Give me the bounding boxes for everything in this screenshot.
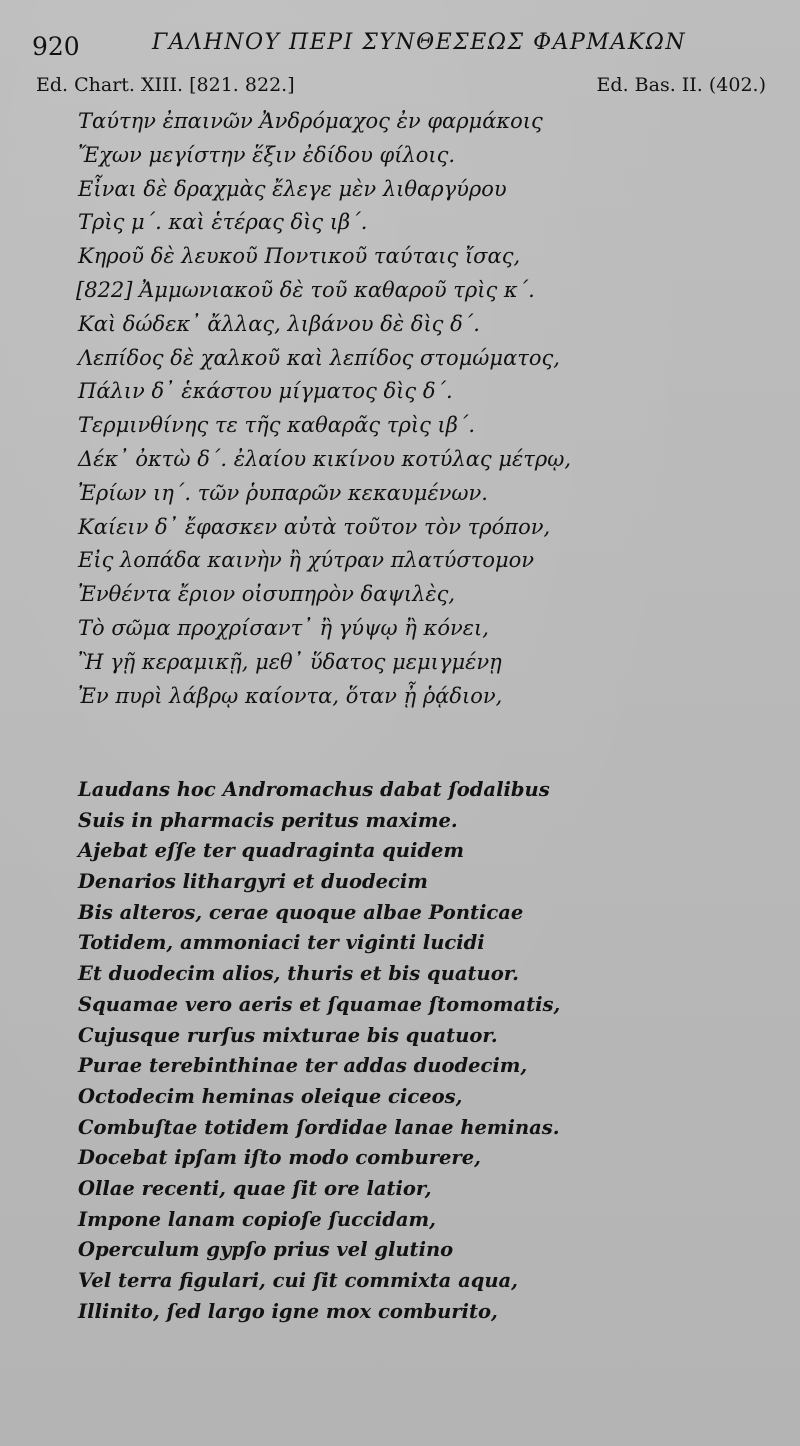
greek-line: Καὶ δώδεκ᾽ ἄλλας, λιβάνου δὲ δὶς δ΄. — [78, 311, 480, 336]
greek-line: Τρὶς μ΄. καὶ ἑτέρας δὶς ιβ΄. — [78, 210, 368, 235]
edition-reference-left: Ed. Chart. XIII. [821. 822.] — [36, 74, 295, 96]
latin-line: Et duodecim alios, thuris et bis quatuor. — [78, 962, 519, 986]
latin-line: Ollae recenti, quae ſit ore latior, — [78, 1176, 432, 1200]
greek-line: Ἢ γῇ κεραμικῇ, μεθ᾽ ὕδατος μεμιγμένῃ — [78, 649, 502, 674]
latin-line: Octodecim heminas oleique ciceos, — [78, 1084, 463, 1108]
greek-line: Πάλιν δ᾽ ἑκάστου μίγματος δὶς δ΄. — [78, 379, 453, 404]
greek-line: Λεπίδος δὲ χαλκοῦ καὶ λεπίδος στομώματος, — [78, 345, 560, 370]
greek-line: Ἐνθέντα ἔριον οἰσυπηρὸν δαψιλὲς, — [78, 582, 456, 607]
greek-line: Ἔχων μεγίστην ἕξιν ἐδίδου φίλοις. — [78, 142, 456, 167]
greek-line: [822] Ἀμμωνιακοῦ δὲ τοῦ καθαροῦ τρὶς κ΄. — [76, 277, 535, 302]
greek-line: Κηροῦ δὲ λευκοῦ Ποντικοῦ ταύταις ἴσας, — [78, 244, 521, 269]
running-title: ΓΑΛΗΝΟΥ ΠΕΡΙ ΣΥΝΘΕΣΕΩΣ ΦΑΡΜΑΚΩΝ — [152, 30, 687, 55]
greek-line: Εἶναι δὲ δραχμὰς ἔλεγε μὲν λιθαργύρου — [78, 176, 507, 201]
edition-reference-line — [36, 74, 766, 104]
greek-line: Εἰς λοπάδα καινὴν ἢ χύτραν πλατύστομον — [78, 548, 535, 573]
greek-line: Ταύτην ἐπαινῶν Ἀνδρόμαχος ἐν φαρμάκοις — [78, 109, 543, 133]
page-number: 920 — [32, 32, 80, 61]
greek-verse-block — [78, 105, 718, 713]
latin-line: Purae terebinthinae ter addas duodecim, — [78, 1054, 528, 1078]
latin-line: Docebat ipſam iſto modo comburere, — [78, 1146, 481, 1170]
latin-line: Squamae vero aeris et ſquamae ſtomomatis, — [78, 992, 561, 1016]
latin-line: Totidem, ammoniaci ter viginti lucidi — [78, 931, 485, 955]
latin-line: Combuſtae totidem ſordidae lanae heminas. — [78, 1115, 560, 1139]
greek-line: Τὸ σῶμα προχρίσαντ᾽ ἢ γύψῳ ἢ κόνει, — [78, 615, 489, 640]
greek-line: Ἐν πυρὶ λάβρῳ καίοντα, ὅταν ᾖ ῥᾴδιον, — [78, 683, 503, 708]
latin-line: Denarios lithargyri et duodecim — [78, 870, 428, 894]
greek-line: Καίειν δ᾽ ἔφασκεν αὐτὰ τοῦτον τὸν τρόπον, — [78, 514, 551, 539]
latin-line: Laudans hoc Andromachus dabat ſodalibus — [78, 778, 550, 801]
latin-line: Bis alteros, cerae quoque albae Ponticae — [78, 900, 524, 924]
greek-line: Τερμινθίνης τε τῆς καθαρᾶς τρὶς ιβ΄. — [78, 413, 476, 438]
latin-line: Cujusque rurſus mixturae bis quatuor. — [78, 1023, 498, 1047]
latin-translation-block — [78, 775, 718, 1327]
latin-line: Impone lanam copioſe ſuccidam, — [78, 1207, 436, 1231]
edition-reference-right: Ed. Bas. II. (402.) — [596, 74, 766, 96]
running-header — [30, 26, 770, 62]
latin-line: Operculum gypſo prius vel glutino — [78, 1238, 454, 1262]
latin-line: Vel terra figulari, cui ſit commixta aqua, — [78, 1269, 518, 1292]
greek-line: Ἐρίων ιη΄. τῶν ῥυπαρῶν κεκαυμένων. — [78, 480, 488, 505]
latin-line: Suis in pharmacis peritus maxime. — [78, 808, 458, 832]
latin-line: Ajebat eſſe ter quadraginta quidem — [78, 839, 465, 863]
latin-line: Illinito, ſed largo igne mox comburito, — [78, 1299, 498, 1323]
greek-line: Δέκ᾽ ὀκτὼ δ΄. ἐλαίου κικίνου κοτύλας μέτρῳ, — [78, 446, 572, 471]
